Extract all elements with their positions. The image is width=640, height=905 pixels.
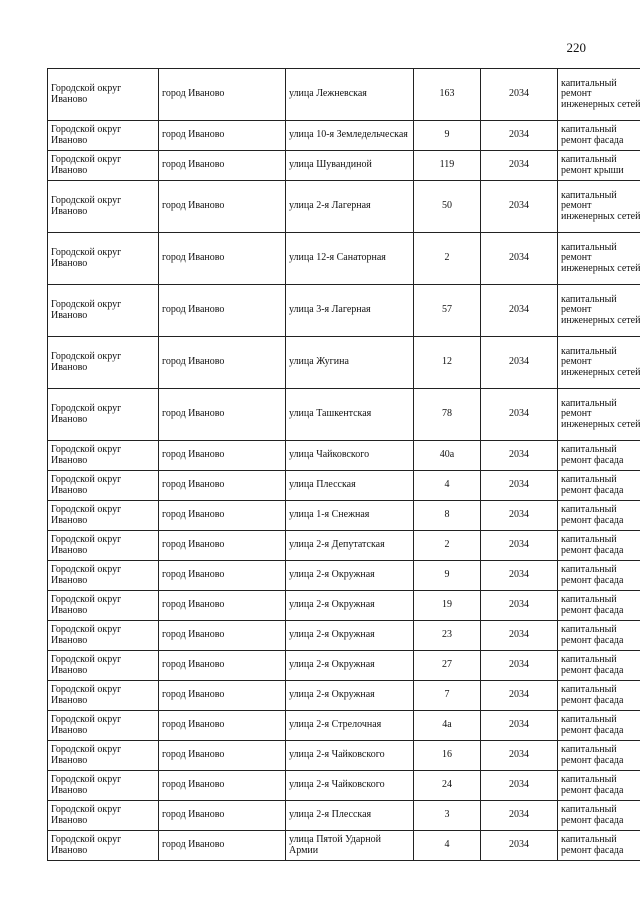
table-row — [48, 591, 640, 621]
street-cell: улица 2-я Окружная — [286, 591, 414, 621]
locality-cell: город Иваново — [159, 831, 286, 861]
locality-cell: город Иваново — [159, 621, 286, 651]
house-number-cell: 23 — [414, 621, 481, 651]
locality-cell: город Иваново — [159, 741, 286, 771]
work-type-cell: капитальный ремонт фасада — [558, 741, 640, 771]
municipality-cell: Городской округ Иваново — [48, 471, 159, 501]
work-type-cell: капитальный ремонт фасада — [558, 801, 640, 831]
table-row — [48, 771, 640, 801]
work-type-cell: капитальный ремонт фасада — [558, 591, 640, 621]
locality-cell: город Иваново — [159, 389, 286, 441]
house-number-cell: 24 — [414, 771, 481, 801]
locality-cell: город Иваново — [159, 471, 286, 501]
work-type-cell: капитальный ремонт фасада — [558, 561, 640, 591]
locality-cell: город Иваново — [159, 501, 286, 531]
locality-cell: город Иваново — [159, 711, 286, 741]
street-cell: улица 2-я Окружная — [286, 561, 414, 591]
work-type-cell: капитальный ремонт инженерных сетей — [558, 69, 640, 121]
year-cell: 2034 — [481, 831, 558, 861]
municipality-cell: Городской округ Иваново — [48, 121, 159, 151]
house-number-cell: 19 — [414, 591, 481, 621]
street-cell: улица 2-я Окружная — [286, 621, 414, 651]
page-number: 220 — [566, 40, 586, 55]
work-type-cell: капитальный ремонт фасада — [558, 651, 640, 681]
municipality-cell: Городской округ Иваново — [48, 151, 159, 181]
street-cell: улица 2-я Окружная — [286, 651, 414, 681]
locality-cell: город Иваново — [159, 651, 286, 681]
work-type-cell: капитальный ремонт фасада — [558, 441, 640, 471]
locality-cell: город Иваново — [159, 561, 286, 591]
table-row — [48, 501, 640, 531]
locality-cell: город Иваново — [159, 771, 286, 801]
year-cell: 2034 — [481, 441, 558, 471]
table-row — [48, 233, 640, 285]
street-cell: улица Жугина — [286, 337, 414, 389]
municipality-cell: Городской округ Иваново — [48, 501, 159, 531]
year-cell: 2034 — [481, 337, 558, 389]
house-number-cell: 50 — [414, 181, 481, 233]
house-number-cell: 16 — [414, 741, 481, 771]
locality-cell: город Иваново — [159, 181, 286, 233]
work-type-cell: капитальный ремонт фасада — [558, 681, 640, 711]
table-row — [48, 711, 640, 741]
locality-cell: город Иваново — [159, 591, 286, 621]
municipality-cell: Городской округ Иваново — [48, 441, 159, 471]
year-cell: 2034 — [481, 741, 558, 771]
table-row — [48, 621, 640, 651]
table-row — [48, 651, 640, 681]
house-number-cell: 8 — [414, 501, 481, 531]
work-type-cell: капитальный ремонт инженерных сетей — [558, 181, 640, 233]
work-type-cell: капитальный ремонт фасада — [558, 501, 640, 531]
locality-cell: город Иваново — [159, 233, 286, 285]
work-type-cell: капитальный ремонт инженерных сетей — [558, 389, 640, 441]
street-cell: улица Чайковского — [286, 441, 414, 471]
housing-repair-table — [47, 68, 640, 861]
table-row — [48, 151, 640, 181]
work-type-cell: капитальный ремонт фасада — [558, 831, 640, 861]
municipality-cell: Городской округ Иваново — [48, 651, 159, 681]
house-number-cell: 7 — [414, 681, 481, 711]
locality-cell: город Иваново — [159, 441, 286, 471]
year-cell: 2034 — [481, 285, 558, 337]
work-type-cell: капитальный ремонт фасада — [558, 121, 640, 151]
house-number-cell: 4 — [414, 831, 481, 861]
table-row — [48, 389, 640, 441]
municipality-cell: Городской округ Иваново — [48, 591, 159, 621]
table-row — [48, 831, 640, 861]
work-type-cell: капитальный ремонт крыши — [558, 151, 640, 181]
year-cell: 2034 — [481, 389, 558, 441]
municipality-cell: Городской округ Иваново — [48, 69, 159, 121]
street-cell: улица Плесская — [286, 471, 414, 501]
house-number-cell: 4 — [414, 471, 481, 501]
street-cell: улица 2-я Окружная — [286, 681, 414, 711]
table-row — [48, 181, 640, 233]
street-cell: улица Лежневская — [286, 69, 414, 121]
table-row — [48, 561, 640, 591]
street-cell: улица Пятой Ударной Армии — [286, 831, 414, 861]
municipality-cell: Городской округ Иваново — [48, 621, 159, 651]
work-type-cell: капитальный ремонт фасада — [558, 771, 640, 801]
street-cell: улица 1-я Снежная — [286, 501, 414, 531]
table-row — [48, 121, 640, 151]
municipality-cell: Городской округ Иваново — [48, 741, 159, 771]
locality-cell: город Иваново — [159, 121, 286, 151]
year-cell: 2034 — [481, 121, 558, 151]
year-cell: 2034 — [481, 651, 558, 681]
municipality-cell: Городской округ Иваново — [48, 831, 159, 861]
street-cell: улица 12-я Санаторная — [286, 233, 414, 285]
year-cell: 2034 — [481, 501, 558, 531]
house-number-cell: 2 — [414, 531, 481, 561]
work-type-cell: капитальный ремонт инженерных сетей — [558, 285, 640, 337]
work-type-cell: капитальный ремонт инженерных сетей — [558, 337, 640, 389]
year-cell: 2034 — [481, 801, 558, 831]
year-cell: 2034 — [481, 233, 558, 285]
house-number-cell: 9 — [414, 121, 481, 151]
municipality-cell: Городской округ Иваново — [48, 561, 159, 591]
table-row — [48, 681, 640, 711]
street-cell: улица 2-я Стрелочная — [286, 711, 414, 741]
year-cell: 2034 — [481, 711, 558, 741]
locality-cell: город Иваново — [159, 285, 286, 337]
work-type-cell: капитальный ремонт фасада — [558, 711, 640, 741]
year-cell: 2034 — [481, 681, 558, 711]
table-body — [48, 69, 640, 861]
work-type-cell: капитальный ремонт фасада — [558, 621, 640, 651]
locality-cell: город Иваново — [159, 69, 286, 121]
house-number-cell: 27 — [414, 651, 481, 681]
table-row — [48, 531, 640, 561]
year-cell: 2034 — [481, 771, 558, 801]
locality-cell: город Иваново — [159, 531, 286, 561]
street-cell: улица 10-я Земледельческая — [286, 121, 414, 151]
house-number-cell: 9 — [414, 561, 481, 591]
house-number-cell: 12 — [414, 337, 481, 389]
street-cell: улица Шувандиной — [286, 151, 414, 181]
year-cell: 2034 — [481, 181, 558, 233]
table-row — [48, 69, 640, 121]
municipality-cell: Городской округ Иваново — [48, 771, 159, 801]
work-type-cell: капитальный ремонт фасада — [558, 471, 640, 501]
table-row — [48, 337, 640, 389]
work-type-cell: капитальный ремонт фасада — [558, 531, 640, 561]
municipality-cell: Городской округ Иваново — [48, 531, 159, 561]
street-cell: улица 2-я Чайковского — [286, 741, 414, 771]
municipality-cell: Городской округ Иваново — [48, 801, 159, 831]
house-number-cell: 3 — [414, 801, 481, 831]
municipality-cell: Городской округ Иваново — [48, 285, 159, 337]
year-cell: 2034 — [481, 591, 558, 621]
work-type-cell: капитальный ремонт инженерных сетей — [558, 233, 640, 285]
year-cell: 2034 — [481, 69, 558, 121]
year-cell: 2034 — [481, 531, 558, 561]
street-cell: улица 2-я Депутатская — [286, 531, 414, 561]
street-cell: улица Ташкентская — [286, 389, 414, 441]
municipality-cell: Городской округ Иваново — [48, 233, 159, 285]
street-cell: улица 3-я Лагерная — [286, 285, 414, 337]
table-row — [48, 285, 640, 337]
locality-cell: город Иваново — [159, 151, 286, 181]
municipality-cell: Городской округ Иваново — [48, 389, 159, 441]
street-cell: улица 2-я Чайковского — [286, 771, 414, 801]
house-number-cell: 119 — [414, 151, 481, 181]
year-cell: 2034 — [481, 151, 558, 181]
locality-cell: город Иваново — [159, 337, 286, 389]
table-row — [48, 471, 640, 501]
table-row — [48, 441, 640, 471]
house-number-cell: 4а — [414, 711, 481, 741]
house-number-cell: 163 — [414, 69, 481, 121]
municipality-cell: Городской округ Иваново — [48, 337, 159, 389]
year-cell: 2034 — [481, 561, 558, 591]
street-cell: улица 2-я Лагерная — [286, 181, 414, 233]
municipality-cell: Городской округ Иваново — [48, 681, 159, 711]
municipality-cell: Городской округ Иваново — [48, 181, 159, 233]
year-cell: 2034 — [481, 621, 558, 651]
municipality-cell: Городской округ Иваново — [48, 711, 159, 741]
table-row — [48, 801, 640, 831]
house-number-cell: 57 — [414, 285, 481, 337]
locality-cell: город Иваново — [159, 681, 286, 711]
house-number-cell: 78 — [414, 389, 481, 441]
house-number-cell: 40а — [414, 441, 481, 471]
locality-cell: город Иваново — [159, 801, 286, 831]
street-cell: улица 2-я Плесская — [286, 801, 414, 831]
year-cell: 2034 — [481, 471, 558, 501]
house-number-cell: 2 — [414, 233, 481, 285]
table-row — [48, 741, 640, 771]
